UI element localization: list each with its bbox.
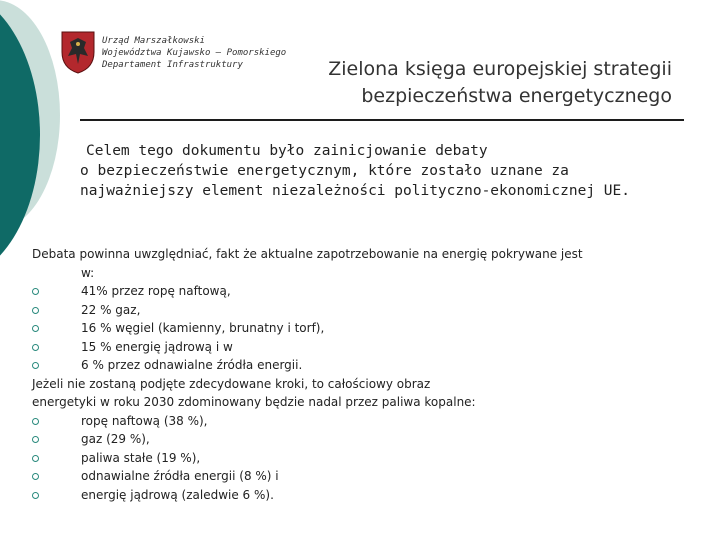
list-item-text: paliwa stałe (19 %),: [81, 450, 201, 465]
list-item: [32, 449, 692, 468]
lead-line: Celem tego dokumentu było zainicjowanie debaty: [86, 143, 488, 159]
bullet-icon: [32, 455, 39, 462]
slide-title: [328, 56, 672, 110]
list-item-text: 41% przez ropę naftową,: [81, 284, 231, 298]
lead-paragraph: [80, 141, 690, 201]
list-item-text: 22 % gaz,: [81, 302, 141, 317]
org-line: Województwa Kujawsko – Pomorskiego: [102, 48, 287, 58]
list-item: [32, 301, 692, 320]
forecast-text: energetyki w roku 2030 zdominowany będzie nadal przez paliwa kopalne:: [32, 395, 476, 409]
bullet-icon: [32, 436, 39, 443]
list-item-text: 6 % przez odnawialne źródła energii.: [81, 358, 303, 372]
org-line: Urząd Marszałkowski: [102, 36, 205, 46]
intro-text: Debata powinna uwzględniać, fakt że aktualne zapotrzebowanie na energię pokrywane jest: [32, 247, 583, 261]
list-item: [32, 338, 692, 357]
content-body: [32, 245, 692, 504]
list-item-text: 15 % energię jądrową i w: [81, 339, 233, 354]
list-item: [32, 430, 692, 449]
title-line: bezpieczeństwa energetycznego: [361, 85, 672, 107]
list-item: [32, 412, 692, 431]
bullet-icon: [32, 492, 39, 499]
lead-line: najważniejszy element niezależności polityczno-ekonomicznej UE.: [80, 183, 630, 199]
bullet-icon: [32, 362, 39, 369]
forecast-text: Jeżeli nie zostaną podjęte zdecydowane kroki, to całościowy obraz: [32, 376, 431, 391]
list-item: [32, 356, 692, 375]
list-item-text: energię jądrową (zaledwie 6 %).: [81, 487, 274, 502]
bullet-icon: [32, 418, 39, 425]
list-item: [32, 486, 692, 505]
organization-header: [102, 35, 286, 71]
list-item-text: gaz (29 %),: [81, 432, 150, 446]
list-item-text: ropę naftową (38 %),: [81, 413, 208, 428]
bullet-icon: [32, 325, 39, 332]
coat-of-arms-logo: [58, 30, 98, 74]
org-line: Departament Infrastruktury: [102, 60, 243, 70]
list-item: [32, 282, 692, 301]
list-item: [32, 467, 692, 486]
list-item: [32, 319, 692, 338]
title-line: Zielona księga europejskiej strategii: [328, 58, 672, 80]
list-item-text: 16 % węgiel (kamienny, brunatny i torf),: [81, 321, 325, 335]
intro-text: w:: [81, 265, 95, 280]
title-divider: [80, 119, 684, 121]
bullet-icon: [32, 344, 39, 351]
bullet-icon: [32, 307, 39, 314]
bullet-icon: [32, 473, 39, 480]
lead-line: o bezpieczeństwie energetycznym, które zostało uznane za: [80, 163, 569, 179]
list-item-text: odnawialne źródła energii (8 %) i: [81, 469, 279, 483]
bullet-icon: [32, 288, 39, 295]
